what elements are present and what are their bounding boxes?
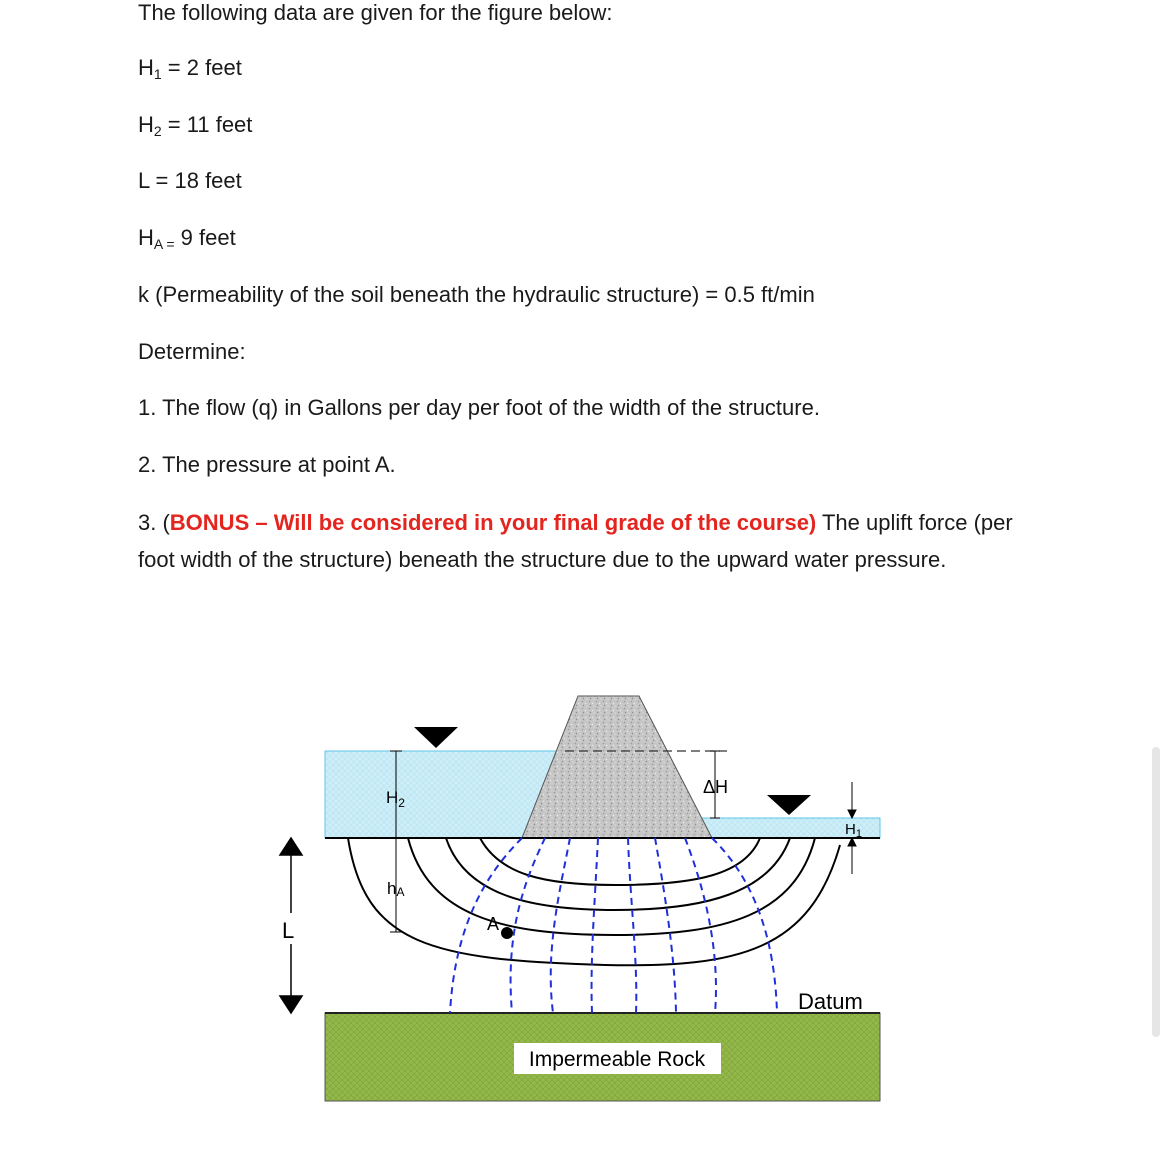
h1-label-symbol: H [845,821,856,838]
datum-label: Datum [798,989,863,1014]
vertical-scrollbar[interactable] [1152,747,1160,1037]
concrete-dam [522,696,712,838]
equipotential-line [628,838,636,1013]
upstream-water-level-icon [414,727,458,748]
h1-value: = 2 feet [161,55,242,80]
equipotential-line [712,838,777,1013]
h2-subscript: 2 [153,123,162,139]
equipotential-line [592,838,598,1013]
flow-line [480,838,760,885]
equipotential-line [551,838,570,1013]
h1-subscript: 1 [153,66,162,82]
given-k: k (Permeability of the soil beneath the hydraulic structure) = 0.5 ft/min [138,282,815,307]
l-label: L [282,918,295,943]
h2-label-symbol: H [386,788,399,807]
ha-subscript: A = [153,236,175,252]
ha-value: 9 feet [174,225,236,250]
point-a-label: A [487,914,500,934]
h1-label-sub: 1 [855,828,862,840]
equipotential-lines [450,838,777,1013]
point-a-marker [501,927,513,939]
delta-h-label: ΔH [703,777,729,797]
question-1: 1. The flow (q) in Gallons per day per foot of the width of the structure. [138,395,820,420]
question-2: 2. The pressure at point A. [138,452,396,477]
equipotential-line [511,838,545,1013]
flow-line [446,838,790,910]
equipotential-line [685,838,716,1013]
ha-label [387,879,404,899]
h2-label-sub: 2 [398,796,405,810]
h1-symbol: H [138,55,154,80]
ha-label-symbol: h [387,879,397,898]
downstream-water-level-icon [767,795,811,815]
question-3-prefix: 3. ( [138,510,170,535]
h2-value: = 11 feet [161,112,253,137]
ha-label-sub: A [396,885,405,899]
given-l: L = 18 feet [138,168,242,193]
intro-text: The following data are given for the figure below: [138,0,613,25]
question-3-text: The uplift force (per foot width of the structure) beneath the structure due to the upward water pressure. [138,510,1013,572]
equipotential-line [655,838,676,1013]
ha-symbol: H [138,225,154,250]
bonus-note: BONUS – Will be considered in your final grade of the course) [169,510,817,535]
h2-symbol: H [138,112,154,137]
rock-label: Impermeable Rock [528,1048,706,1071]
determine-heading: Determine: [138,339,246,364]
